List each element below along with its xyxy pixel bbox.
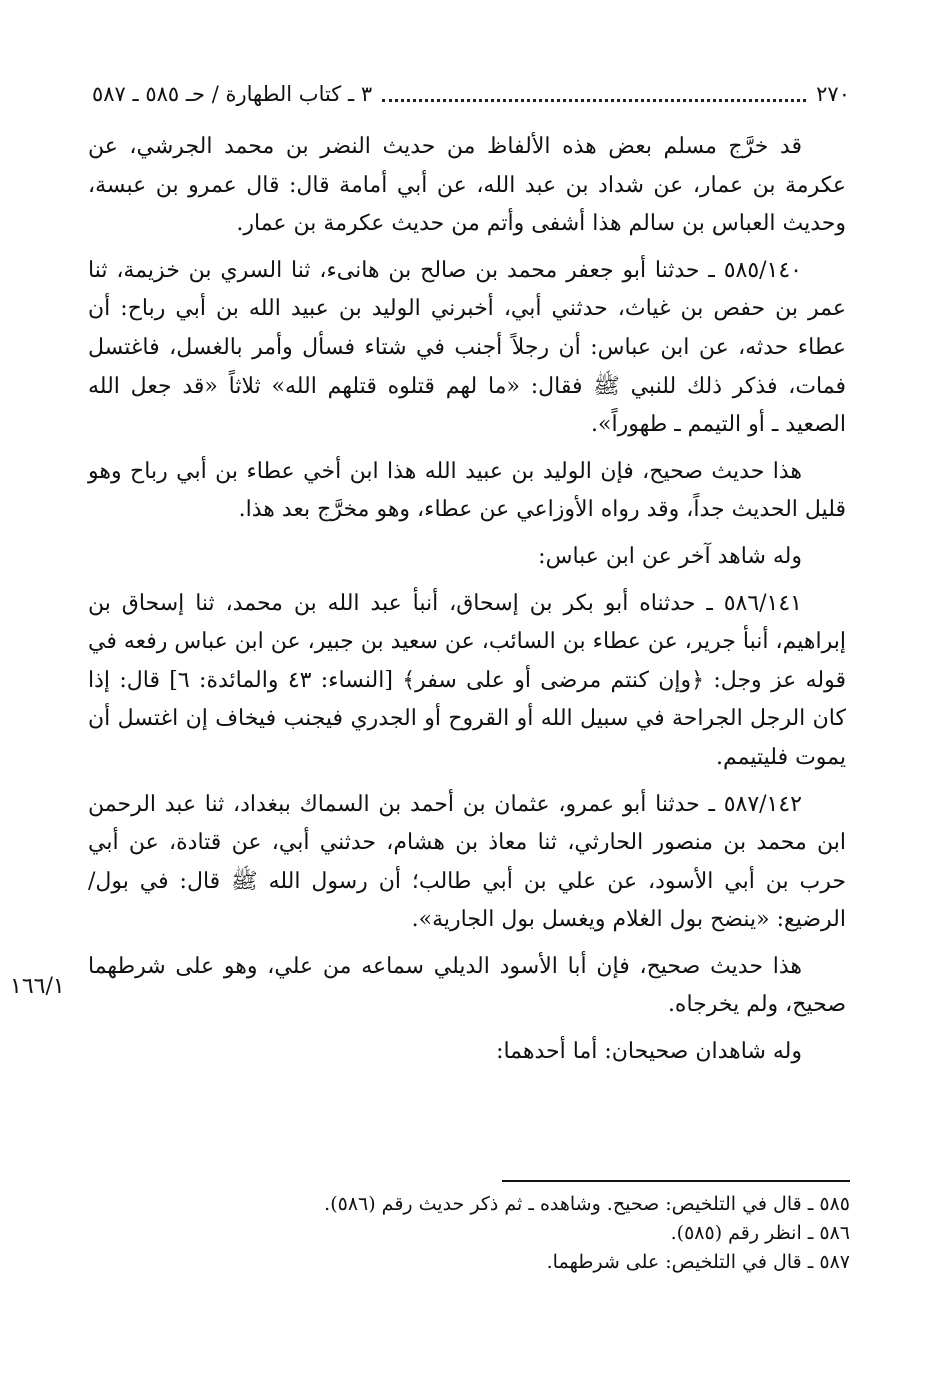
hadith-586: ٥٨٦/١٤١ ـ حدثناه أبو بكر بن إسحاق، أنبأ عبد الله بن محمد، ثنا إسحاق بن إبراهيم، أنبأ جرير، عن عطاء بن السائب، عن سعيد بن جبير، عن ابن عباس رفعه في قوله عز وجل: ﴿وإن كنتم مرضى أو على سفر﴾ [النساء: ٤٣ والمائدة: ٦] قال: إذا كان الرجل الجراحة في سبيل الله أو القروح أو الجدري فيجنب فيخاف إن اغتسل أن يموت فليتيمم. — [88, 590, 846, 770]
footnote-587: ٥٨٧ ـ قال في التلخيص: على شرطهما. — [546, 1251, 850, 1273]
running-title: ٣ ـ كتاب الطهارة / حـ ٥٨٥ ـ ٥٨٧ — [92, 82, 373, 106]
footnote-586: ٥٨٦ ـ انظر رقم (٥٨٥). — [670, 1222, 850, 1244]
commentary-585: هذا حديث صحيح، فإن الوليد بن عبيد الله هذا ابن أخي عطاء بن أبي رباح وهو قليل الحديث جداً، وقد رواه الأوزاعي عن عطاء، وهو مخرَّج بعد هذا. — [88, 458, 846, 523]
witness-intro-588: وله شاهدان صحيحان: أما أحدهما: — [496, 1039, 802, 1065]
page-number: ٢٧٠ — [816, 82, 850, 106]
paragraph-intro: قد خرَّج مسلم بعض هذه الألفاظ من حديث النضر بن محمد الجرشي، عن عكرمة بن عمار، عن شداد بن عبد الله، عن أبي أمامة قال: قال عمرو بن عبسة، وحديث العباس بن سالم هذا أشفى وأتم من حديث عكرمة بن عمار. — [88, 134, 846, 237]
page-header — [92, 80, 850, 108]
witness-intro-586: وله شاهد آخر عن ابن عباس: — [538, 543, 802, 569]
header-dot-leader — [382, 99, 806, 102]
footnote-separator — [502, 1180, 850, 1182]
commentary-587: هذا حديث صحيح، فإن أبا الأسود الديلي سماعه من علي، وهو على شرطهما صحيح، ولم يخرجاه. — [88, 953, 846, 1018]
footnote-585: ٥٨٥ ـ قال في التلخيص: صحيح. وشاهده ـ ثم ذكر حديث رقم (٥٨٦). — [324, 1193, 850, 1215]
hadith-587: ٥٨٧/١٤٢ ـ حدثنا أبو عمرو، عثمان بن أحمد بن السماك ببغداد، ثنا عبد الرحمن ابن محمد بن منصور الحارثي، ثنا معاذ بن هشام، حدثني أبي، عن قتادة، عن أبي حرب بن أبي الأسود، عن علي بن أبي طالب؛ أن رسول الله ﷺ قال: في بول/ الرضيع: «ينضح بول الغلام ويغسل بول الجارية». — [88, 791, 846, 933]
margin-manuscript-ref: ١٦٦/١ — [10, 974, 65, 999]
footnotes — [120, 1190, 850, 1277]
hadith-585: ٥٨٥/١٤٠ ـ حدثنا أبو جعفر محمد بن صالح بن هانىء، ثنا السري بن خزيمة، ثنا عمر بن حفص بن غياث، حدثني أبي، أخبرني الوليد بن عبيد الله بن أبي رباح: أن عطاء حدثه، عن ابن عباس: أن رجلاً أجنب في شتاء فسأل وأمر بالغسل، فاغتسل فمات، فذكر ذلك للنبي ﷺ فقال: «ما لهم قتلوه قتلهم الله» ثلاثاً «قد جعل الله الصعيد ـ أو التيمم ـ طهوراً». — [88, 257, 846, 438]
main-text — [88, 128, 846, 1080]
